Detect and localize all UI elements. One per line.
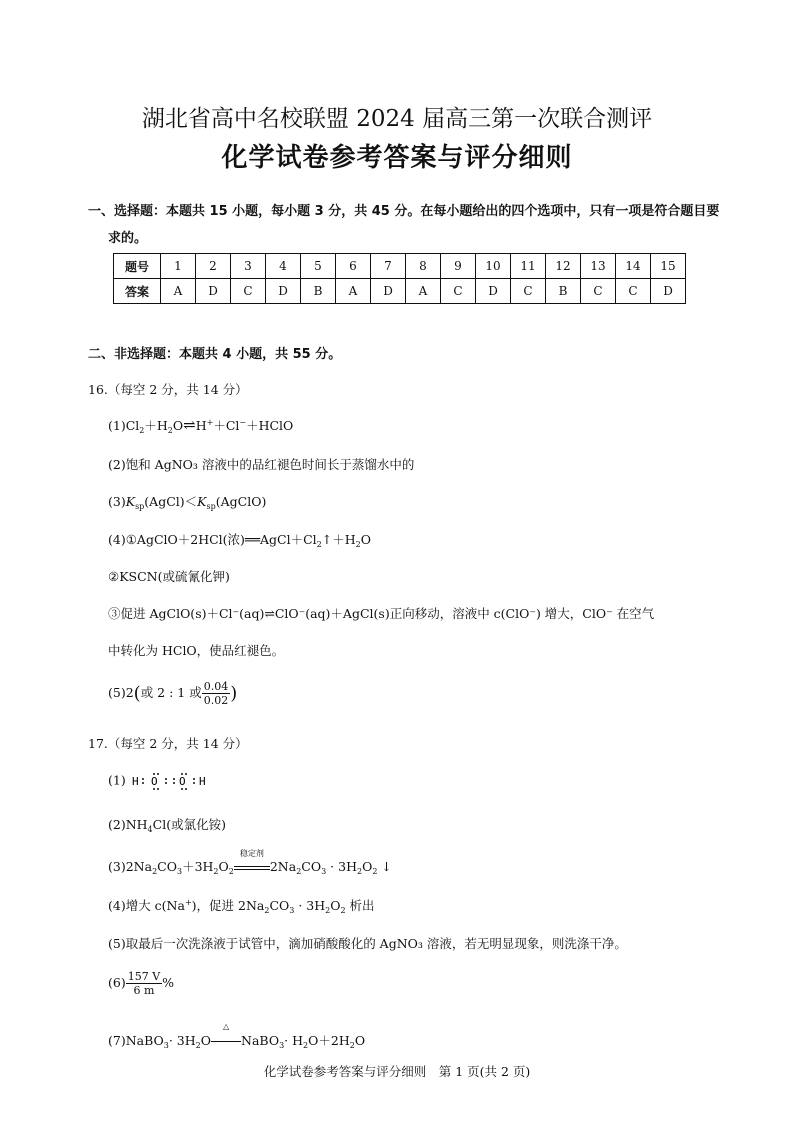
answer-cell: C (511, 279, 546, 304)
subscript: 2 (167, 426, 173, 435)
q17-answer-2 (108, 815, 226, 834)
text: (4)①AgClO＋2HCl(浓) (108, 532, 245, 547)
answer-cell: D (196, 279, 231, 304)
answer-cell: A (161, 279, 196, 304)
text: CO (157, 859, 177, 874)
subscript: 2 (152, 867, 158, 876)
q17-answer-3 (108, 849, 392, 876)
text: K (197, 494, 207, 509)
text: · 3H (294, 898, 326, 913)
numerator: 0.04 (203, 680, 229, 693)
subscript: 2 (340, 906, 346, 915)
text: (1)Cl (108, 418, 140, 433)
equals-sign: ══ (244, 532, 260, 547)
q16-answer-4c: ③促进 AgClO(s)＋Cl⁻(aq)⇌ClO⁻(aq)＋AgCl(s)正向移动，溶液中 c(ClO⁻) 增大，ClO⁻ 在空气 (108, 606, 655, 621)
text: Cl(或氯化铵) (152, 817, 226, 832)
subscript: 3 (321, 867, 327, 876)
question-number: 8 (406, 254, 441, 279)
text: CO (301, 859, 322, 874)
q17-heading: 17.（每空 2 分，共 14 分） (88, 736, 248, 751)
text: (AgCl)＜ (144, 494, 198, 509)
q16-answer-4a (108, 530, 371, 549)
superscript: − (239, 418, 247, 427)
text: 析出 (345, 898, 375, 913)
text: (5)2 (108, 685, 134, 700)
q16-answer-4b: ②KSCN(或硫氰化钾) (108, 569, 230, 584)
subscript: 2 (355, 540, 361, 549)
text: ＋3H (182, 859, 214, 874)
text: ＋Cl (213, 418, 240, 433)
text: H (195, 418, 207, 433)
atom-h: H (198, 775, 206, 788)
text: (3) (108, 494, 126, 509)
text: )，促进 2Na (191, 898, 265, 913)
answer-cell: D (371, 279, 406, 304)
text: · 3H (326, 859, 357, 874)
equilibrium-arrow: ⇌ (183, 416, 196, 434)
denominator: 6 m (133, 984, 155, 997)
question-number: 11 (511, 254, 546, 279)
q17-answer-7 (108, 1022, 366, 1050)
answer-cell: A (336, 279, 371, 304)
q16-answer-4c-cont: 中转化为 HClO，使品红褪色。 (108, 643, 285, 658)
text: 2Na (269, 859, 297, 874)
text: 或 2 : 1 或 (140, 685, 202, 700)
text: O (360, 532, 371, 547)
question-number: 12 (546, 254, 581, 279)
row-label-answer: 答案 (114, 279, 161, 304)
equals-line (234, 866, 270, 870)
q16-answer-2: (2)饱和 AgNO₃ 溶液中的品红褪色时间长于蒸馏水中的 (108, 457, 415, 472)
subscript: 2 (356, 867, 363, 876)
electron-dots (142, 773, 195, 790)
subscript: 2 (213, 867, 219, 876)
question-number: 3 (231, 254, 266, 279)
text: (1) (108, 772, 126, 788)
text: · H (284, 1033, 304, 1048)
row-label-number: 题号 (114, 254, 161, 279)
answer-cell: A (406, 279, 441, 304)
text: ↓ (377, 859, 392, 874)
answer-cell: C (441, 279, 476, 304)
atom-h: H (131, 775, 139, 788)
question-number: 9 (441, 254, 476, 279)
text: O (354, 1033, 366, 1048)
q17-answer-6 (108, 970, 174, 997)
question-number: 14 (616, 254, 651, 279)
text: (3)2Na (108, 859, 153, 874)
superscript: + (184, 898, 192, 907)
answer-cell: C (581, 279, 616, 304)
text: ＋HClO (246, 418, 294, 433)
page-footer: 化学试卷参考答案与评分细则 第 1 页(共 2 页) (263, 1064, 531, 1079)
q17-answer-4 (108, 896, 375, 915)
section2-instructions: 二、非选择题：本题共 4 小题，共 55 分。 (88, 347, 342, 362)
question-number: 5 (301, 254, 336, 279)
text: O (200, 1033, 212, 1048)
atom-o: O (178, 775, 186, 788)
text: ↑＋H (321, 532, 356, 547)
q16-answer-1 (108, 416, 293, 435)
subscript: 2 (264, 906, 270, 915)
question-number: 7 (371, 254, 406, 279)
text: O (218, 859, 229, 874)
q16-heading: 16.（每空 2 分，共 14 分） (88, 382, 248, 397)
q17-answer-1 (108, 771, 214, 791)
question-number: 15 (651, 254, 686, 279)
text: · 3H (168, 1033, 196, 1048)
text: AgCl＋Cl (259, 532, 317, 547)
arrow-line (211, 1041, 241, 1042)
subscript: 2 (303, 1041, 309, 1050)
subscript: 3 (176, 867, 183, 876)
question-number-row (114, 254, 686, 279)
subscript: sp (135, 502, 145, 511)
question-number: 6 (336, 254, 371, 279)
answer-table (113, 253, 686, 304)
atom-o: O (150, 775, 158, 788)
section1-instructions: 一、选择题：本题共 15 小题，每小题 3 分，共 45 分。在每小题给出的四个选项中，只有一项是符合题目要 (88, 204, 720, 219)
percent-sign: % (162, 975, 175, 990)
answer-cell: C (231, 279, 266, 304)
subscript: 2 (372, 867, 378, 876)
answer-cell: B (546, 279, 581, 304)
text: ＋H (144, 418, 168, 433)
subscript: sp (206, 502, 216, 511)
fraction (126, 970, 162, 997)
text: O (330, 898, 341, 913)
subscript: 2 (349, 1041, 355, 1050)
subscript: 2 (228, 867, 234, 876)
answer-row (114, 279, 686, 304)
subscript: 3 (289, 906, 295, 915)
question-number: 2 (196, 254, 231, 279)
text: O (362, 859, 373, 874)
answer-cell: B (301, 279, 336, 304)
exam-title: 湖北省高中名校联盟 2024 届高三第一次联合测评 (141, 106, 653, 132)
section1-instructions-cont: 求的。 (108, 231, 148, 246)
question-number: 13 (581, 254, 616, 279)
text: (6) (108, 975, 126, 990)
question-number: 1 (161, 254, 196, 279)
answer-cell: D (266, 279, 301, 304)
subscript: 2 (316, 540, 322, 549)
paren: ) (230, 683, 238, 704)
text: NaBO (241, 1033, 280, 1048)
text: K (125, 494, 136, 509)
subscript: 2 (139, 426, 145, 435)
fraction (202, 680, 231, 707)
answer-cell: D (651, 279, 686, 304)
text: (AgClO) (215, 494, 267, 509)
paren: ( (133, 683, 141, 704)
text: (2)NH (108, 817, 148, 832)
reaction-arrow (234, 849, 270, 874)
superscript: + (206, 418, 214, 427)
text: CO (269, 898, 290, 913)
answer-cell: D (476, 279, 511, 304)
reaction-condition: 稳定剂 (239, 849, 264, 858)
text: O (172, 418, 184, 433)
heat-symbol: △ (222, 1022, 230, 1031)
reaction-arrow (211, 1022, 241, 1048)
document-subtitle: 化学试卷参考答案与评分细则 (221, 143, 573, 173)
electron-dot-formula (130, 771, 214, 791)
q16-answer-3 (108, 492, 266, 511)
q16-answer-5 (108, 680, 237, 707)
text: O＋2H (308, 1033, 350, 1048)
answer-cell: C (616, 279, 651, 304)
q17-answer-5: (5)取最后一次洗涤液于试管中，滴加硝酸酸化的 AgNO₃ 溶液，若无明显现象，则洗涤干净。 (108, 936, 627, 951)
subscript: 3 (163, 1041, 169, 1050)
subscript: 4 (147, 825, 153, 834)
denominator: 0.02 (203, 694, 229, 707)
numerator: 157 V (127, 970, 161, 983)
question-number: 4 (266, 254, 301, 279)
text: (7)NaBO (108, 1033, 164, 1048)
subscript: 2 (296, 867, 302, 876)
question-number: 10 (476, 254, 511, 279)
subscript: 3 (279, 1041, 285, 1050)
subscript: 2 (195, 1041, 201, 1050)
subscript: 2 (325, 906, 331, 915)
text: (4)增大 c(Na (108, 898, 185, 913)
